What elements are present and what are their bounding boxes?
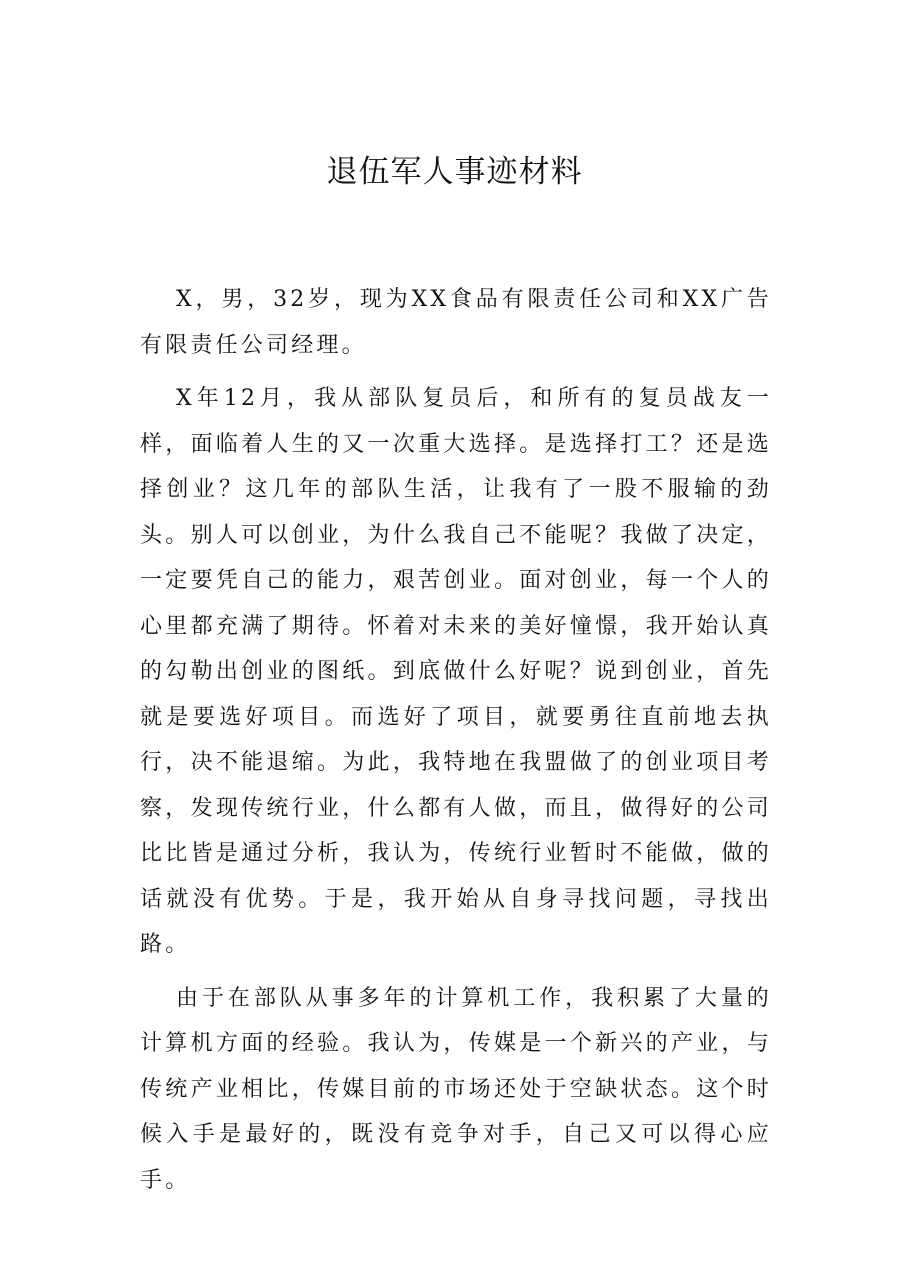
document-title: 退伍军人事迹材料 [326, 154, 583, 190]
paragraph-media-industry: 由于在部队从事多年的计算机工作，我积累了大量的计算机方面的经验。我认为，传媒是一个新兴的产业，与传统产业相比，传媒目前的市场还处于空缺状态。这个时候入手是最好的，既没有竞争对手，自己又可以得心应手。 [140, 985, 772, 1193]
paragraph-intro: X，男，32岁，现为XX食品有限责任公司和XX广告有限责任公司经理。 [140, 287, 772, 358]
document-body [140, 277, 772, 1211]
paragraph-career-choice: X年12月，我从部队复员后，和所有的复员战友一样，面临着人生的又一次重大选择。是选择打工？还是选择创业？这几年的部队生活，让我有了一股不服输的劲头。别人可以创业，为什么我自己不能呢？我做了决定，一定要凭自己的能力，艰苦创业。面对创业，每一个人的心里都充满了期待。怀着对未来的美好憧憬，我开始认真的勾勒出创业的图纸。到底做什么好呢？说到创业，首先就是要选好项目。而选好了项目，就要勇往直前地去执行，决不能退缩。为此，我特地在我盟做了的创业项目考察，发现传统行业，什么都有人做，而且，做得好的公司比比皆是通过分析，我认为，传统行业暂时不能做，做的话就没有优势。于是，我开始从自身寻找问题，寻找出路。 [140, 386, 772, 957]
